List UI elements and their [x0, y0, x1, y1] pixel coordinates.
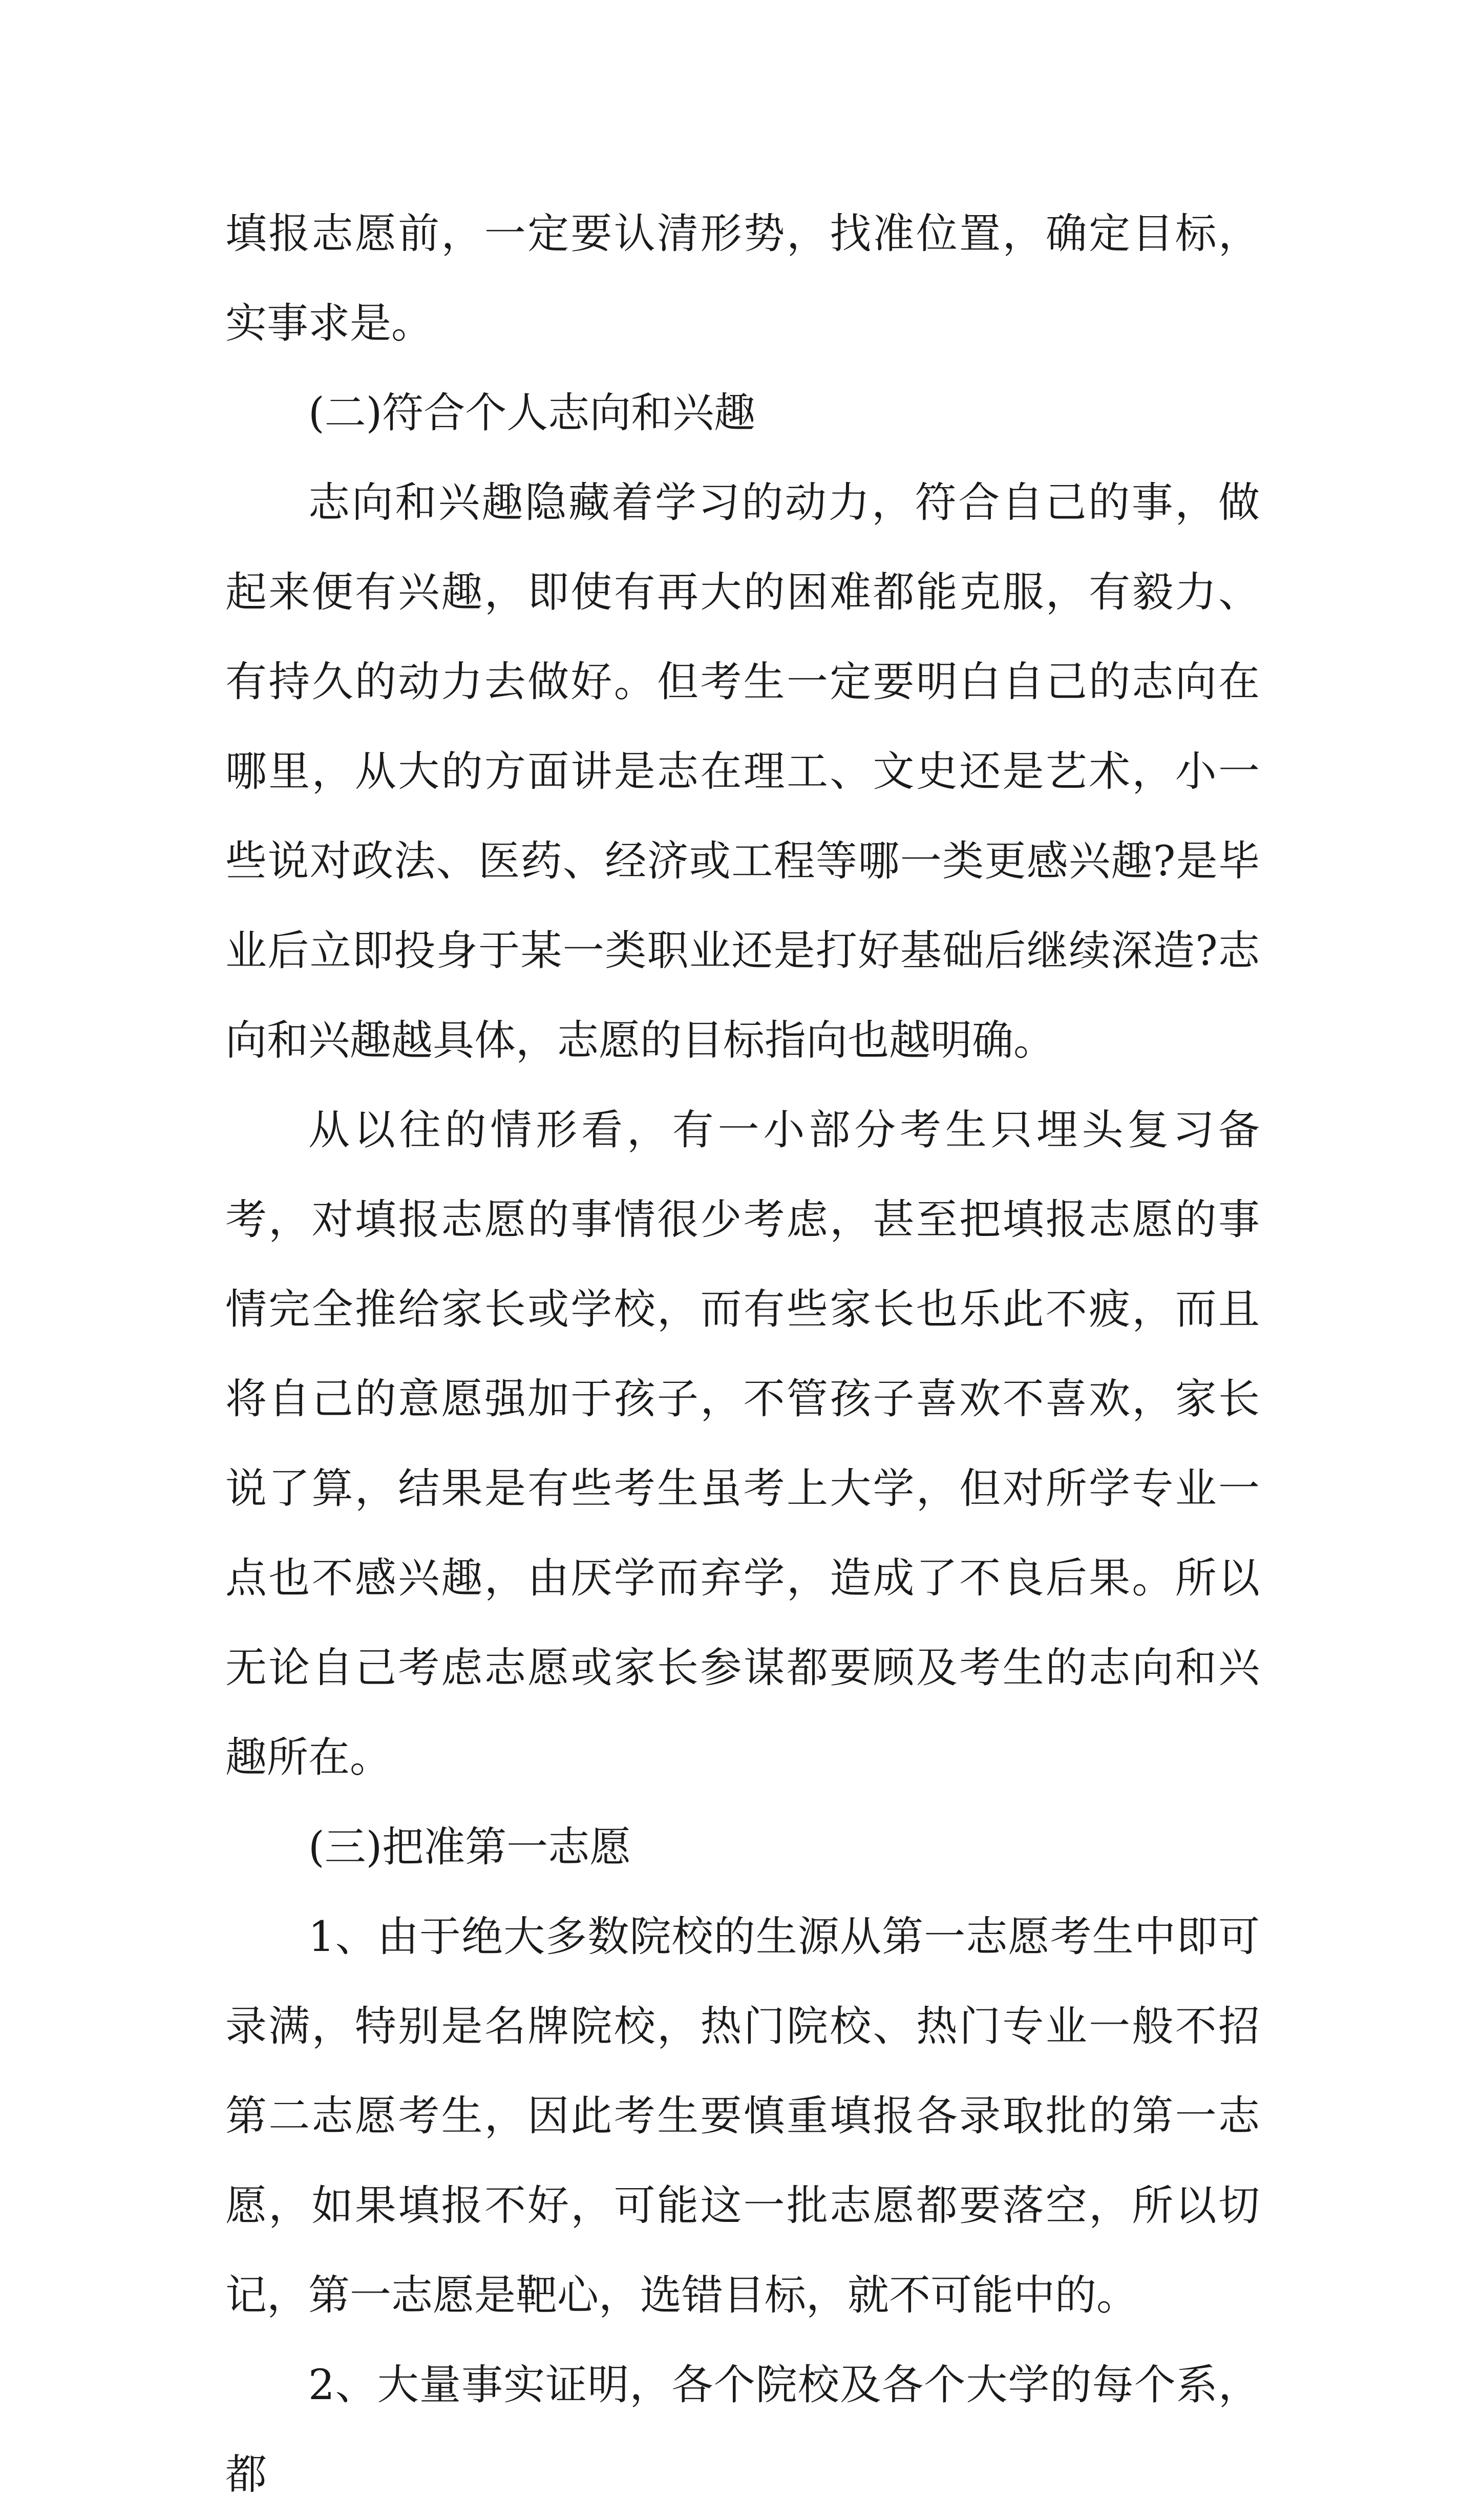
- section-heading-interest: (二)符合个人志向和兴趣: [308, 389, 756, 437]
- document-body: [225, 190, 1260, 2520]
- paragraph-interest-motivation: 志向和兴趣隐藏着学习的动力，符合自己的事，做起来便有兴趣，即使有再大的困难都能克服，有毅力、有持久的动力去做好。但考生一定要明白自己的志向在哪里，从大的方面讲是志在理工、文史还是艺术，小一些说对政法、医药、经济或工程等哪一类更感兴趣?是毕业后立即投身于某一类职业还是打好基础后继续深造?志向和兴趣越具体，志愿的目标指向也越明确。: [225, 479, 1260, 1065]
- paragraph-first-choice-1: 1、由于绝大多数院校的生源从第一志愿考生中即可录满，特别是名牌院校，热门院校、热门专业一般不招第二志愿考生，因此考生要慎重填报各录取批的第一志愿，如果填报不好，可能这一批志愿都要落空，所以切记，第一志愿是靶心，选错目标，就不可能中的。: [225, 1913, 1260, 2320]
- paragraph-continuation: 填报志愿前，一定要认清形势，找准位置，确定目标，实事求是。: [225, 210, 1260, 348]
- section-heading-first-choice: (三)把准第一志愿: [308, 1823, 631, 1872]
- paragraph-first-choice-2: 2、大量事实证明，各个院校及各个大学的每个系，都: [225, 2361, 1260, 2499]
- paragraph-parent-decision: 从以往的情形看，有一小部分考生只埋头复习备考，对填报志愿的事情很少考虑，甚至把填报志愿的事情完全推给家长或学校，而有些家长也乐此不疲，而且将自己的意愿强加于孩子，不管孩子喜欢不喜欢，家长说了算，结果是有些考生虽考上大学，但对所学专业一点也不感兴趣，由厌学而弃学，造成了不良后果。所以无论自己考虑志愿或家长参谋都要顾及考生的志向和兴趣所在。: [225, 1106, 1260, 1782]
